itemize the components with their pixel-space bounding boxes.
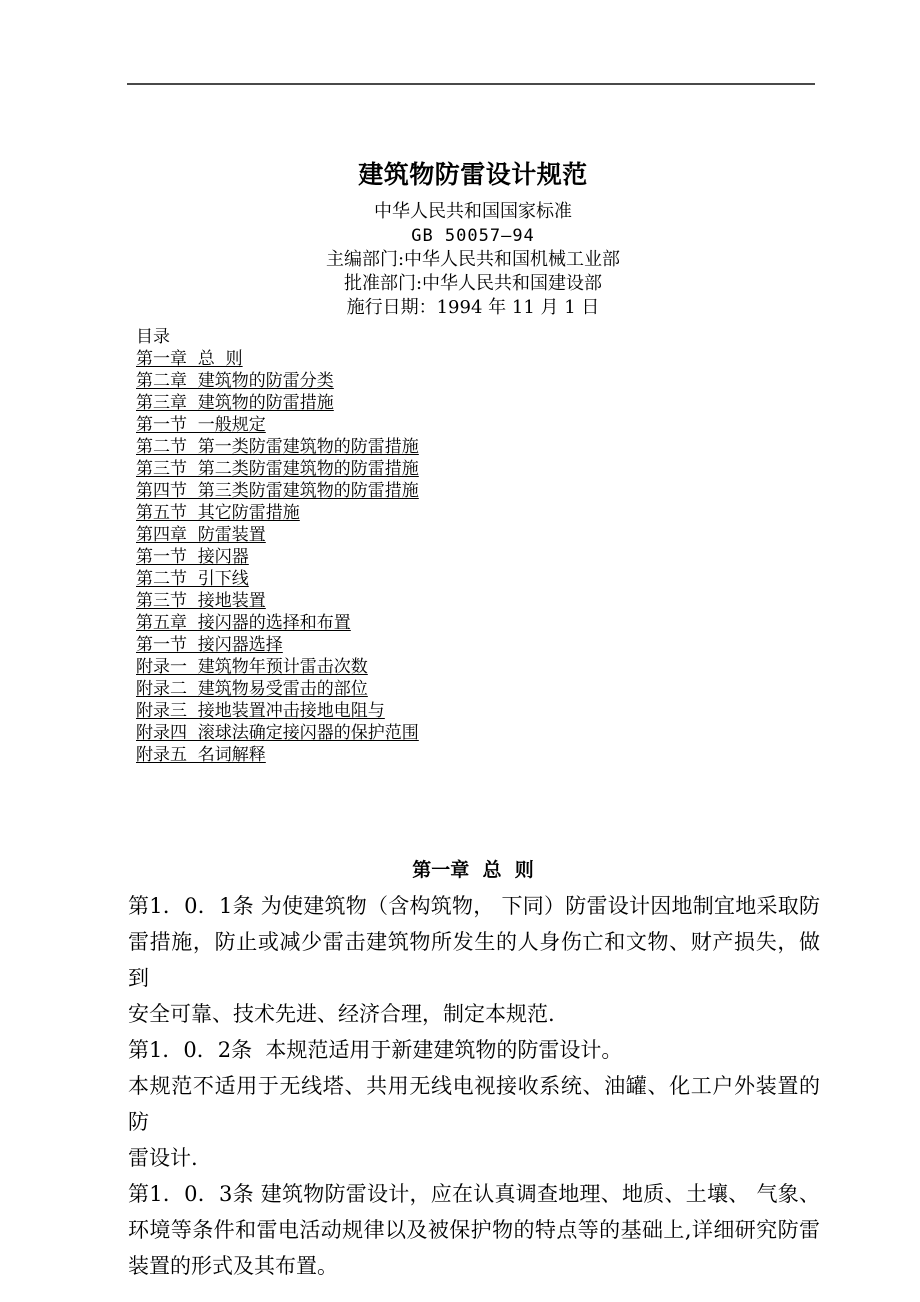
toc-item[interactable]	[136, 612, 826, 634]
toc-item-label: 第二节 第一类防雷建筑物的防雷措施	[136, 437, 419, 457]
toc-item[interactable]	[136, 678, 826, 700]
title-block	[127, 158, 819, 320]
toc-item[interactable]	[136, 392, 826, 414]
toc-item-label: 附录五 名词解释	[136, 745, 266, 765]
body-line: 装置的形式及其布置。	[128, 1254, 338, 1278]
effective-date: 施行日期：1994 年 11 月 1 日	[346, 297, 600, 318]
toc-item-label: 第五节 其它防雷措施	[136, 503, 300, 523]
body-line: 环境等条件和雷电活动规律以及被保护物的特点等的基础上,详细研究防雷	[128, 1218, 820, 1242]
toc-item-label: 第二章 建筑物的防雷分类	[136, 371, 334, 391]
toc-item[interactable]	[136, 348, 826, 370]
toc-heading: 目录	[136, 327, 170, 347]
standard-code: GB 50057—94	[411, 226, 535, 246]
body-line: 第1．0．1条 为使建筑物（含构筑物， 下同）防雷设计因地制宜地采取防	[128, 894, 820, 918]
table-of-contents	[136, 326, 826, 766]
toc-item[interactable]	[136, 656, 826, 678]
chapter-body	[128, 888, 820, 1284]
toc-item[interactable]	[136, 458, 826, 480]
toc-item-label: 附录二 建筑物易受雷击的部位	[136, 679, 368, 699]
standard-label: 中华人民共和国国家标准	[374, 201, 572, 222]
body-line: 雷设计.	[128, 1146, 198, 1170]
body-line: 第1．0．2条 本规范适用于新建建筑物的防雷设计。	[128, 1038, 623, 1062]
toc-item[interactable]	[136, 590, 826, 612]
toc-item[interactable]	[136, 744, 826, 766]
body-line: 雷措施，防止或减少雷击建筑物所发生的人身伤亡和文物、财产损失，做到	[128, 930, 820, 990]
header-divider	[127, 83, 815, 85]
toc-item[interactable]	[136, 524, 826, 546]
editing-department: 主编部门:中华人民共和国机械工业部	[325, 249, 621, 270]
toc-item[interactable]	[136, 436, 826, 458]
toc-item-label: 第四章 防雷装置	[136, 525, 266, 545]
toc-item-label: 第三节 接地装置	[136, 591, 266, 611]
approving-department: 批准部门:中华人民共和国建设部	[343, 273, 603, 294]
toc-item-label: 第一节 接闪器	[136, 547, 249, 567]
toc-item-label: 第五章 接闪器的选择和布置	[136, 613, 351, 633]
toc-item-label: 第三节 第二类防雷建筑物的防雷措施	[136, 459, 419, 479]
toc-item[interactable]	[136, 722, 826, 744]
toc-item[interactable]	[136, 700, 826, 722]
toc-item-label: 第四节 第三类防雷建筑物的防雷措施	[136, 481, 419, 501]
toc-item-label: 第一节 一般规定	[136, 415, 266, 435]
toc-item-label: 附录三 接地装置冲击接地电阻与	[136, 701, 385, 721]
toc-item-label: 附录四 滚球法确定接闪器的保护范围	[136, 723, 419, 743]
document-title: 建筑物防雷设计规范	[358, 160, 588, 189]
toc-item[interactable]	[136, 414, 826, 436]
body-line: 第1．0．3条 建筑物防雷设计，应在认真调查地理、地质、土壤、 气象、	[128, 1182, 820, 1206]
toc-item-label: 附录一 建筑物年预计雷击次数	[136, 657, 368, 677]
body-line: 安全可靠、技术先进、经济合理，制定本规范.	[128, 1002, 555, 1026]
toc-item[interactable]	[136, 370, 826, 392]
body-line: 本规范不适用于无线塔、共用无线电视接收系统、油罐、化工户外装置的防	[128, 1074, 820, 1134]
toc-item-label: 第二节 引下线	[136, 569, 249, 589]
toc-item-label: 第三章 建筑物的防雷措施	[136, 393, 334, 413]
toc-item[interactable]	[136, 546, 826, 568]
chapter-heading: 第一章 总 则	[412, 859, 534, 881]
toc-item-label: 第一节 接闪器选择	[136, 635, 283, 655]
toc-item[interactable]	[136, 568, 826, 590]
toc-item[interactable]	[136, 480, 826, 502]
toc-item-label: 第一章 总 则	[136, 349, 243, 369]
toc-item[interactable]	[136, 634, 826, 656]
toc-item[interactable]	[136, 502, 826, 524]
